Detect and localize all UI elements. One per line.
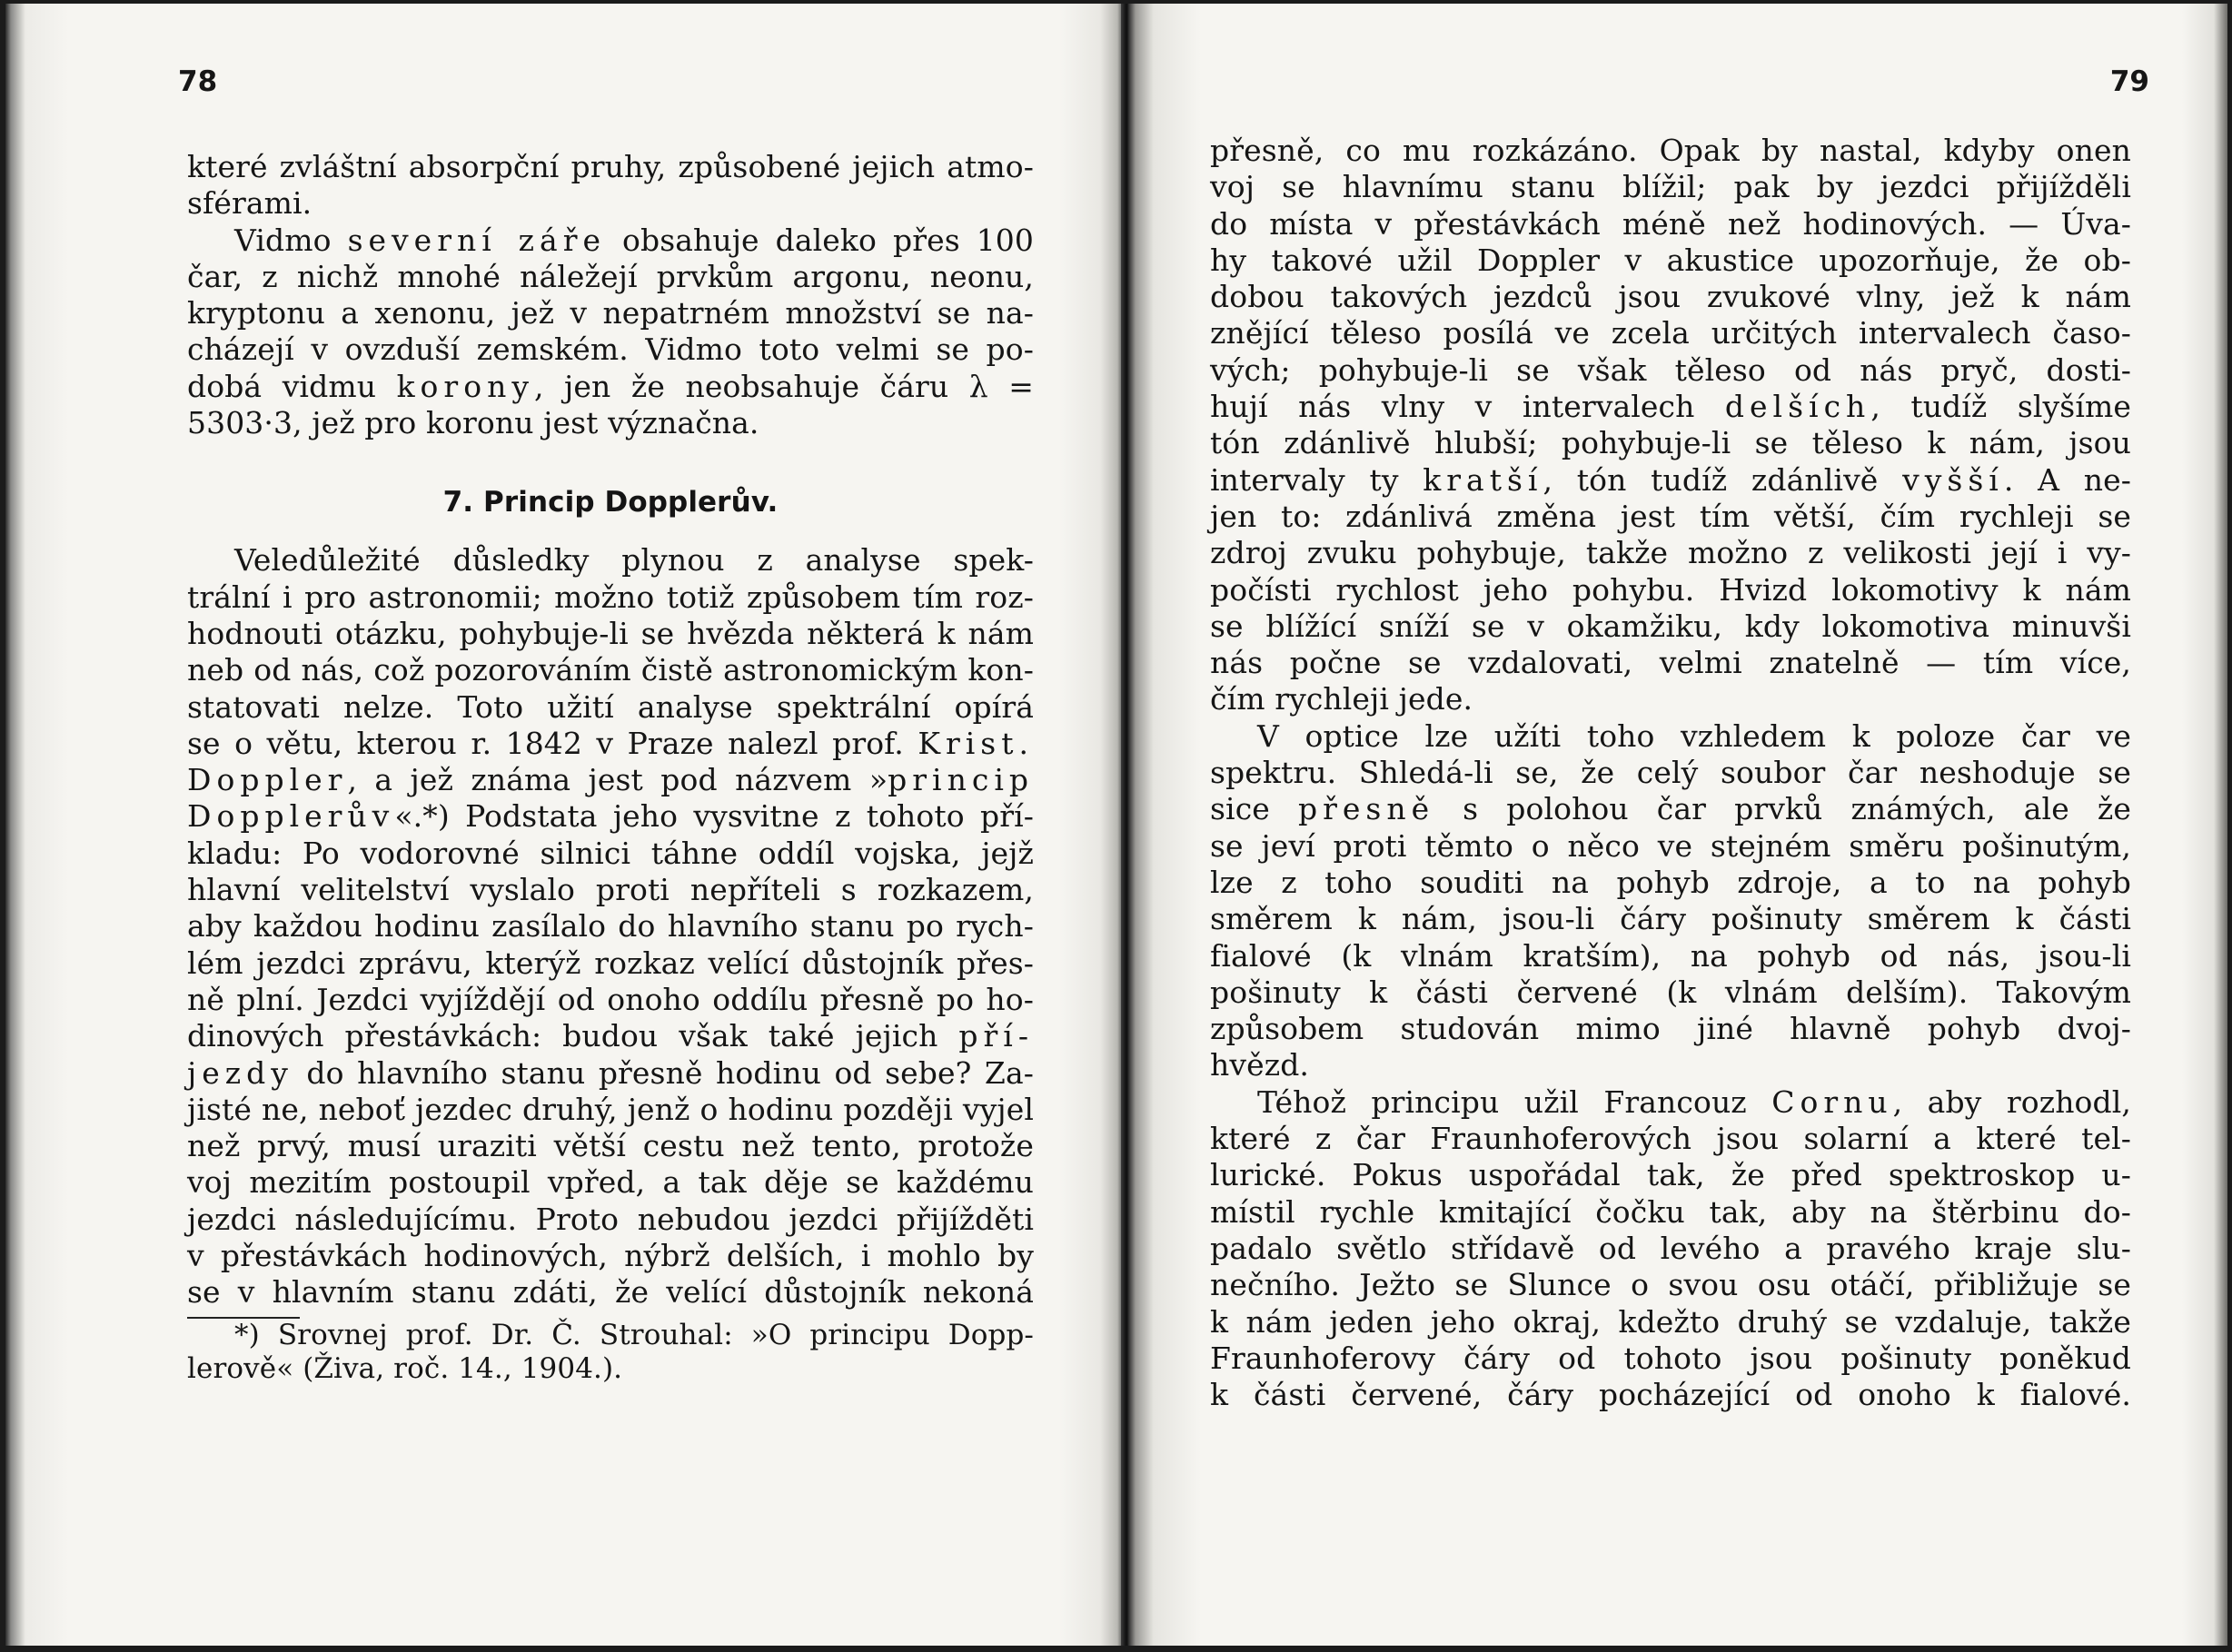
text-line: lurické. Pokus uspořádal tak, že před spektroskop u- [1210, 1157, 2131, 1193]
text-line [187, 798, 1034, 835]
text-line: nečního. Ježto se Slunce o svou osu otáčí, přibližuje se [1210, 1267, 2131, 1303]
text-line: cházejí v ovzduší zemském. Vidmo toto velmi se po- [187, 331, 1034, 368]
text-line [187, 762, 1034, 798]
text-line [1210, 791, 2131, 827]
text-line [187, 223, 1034, 259]
text-line [187, 369, 1034, 405]
text-run: «.*) Podstata jeho vysvitne z tohoto pří- [394, 798, 1034, 835]
text-line: neb od nás, což pozorováním čistě astronomickým kon- [187, 652, 1034, 688]
text-line: lze z toho souditi na pohyb zdroje, a to na pohyb [1210, 864, 2131, 900]
text-run: intervaly ty [1210, 461, 1424, 498]
text-line [1210, 462, 2131, 499]
text-run: dobá vidmu [187, 368, 397, 404]
spaced-term: Cornu [1771, 1083, 1893, 1120]
text-line: místil rychle kmitající čočku tak, aby na štěrbinu do- [1210, 1193, 2131, 1230]
text-line: hy takové užil Doppler v akustice upozorňuje, že ob- [1210, 242, 2131, 278]
text-line: k nám jeden jeho okraj, kdežto druhý se vzdaluje, takže [1210, 1303, 2131, 1340]
text-line: tón zdánlivě hlubší; pohybuje-li se těleso k nám, jsou [1210, 425, 2131, 461]
text-line [187, 726, 1034, 762]
text-line: počísti rychlost jeho pohybu. Hvizd lokomotivy k nám [1210, 571, 2131, 608]
text-line: vých; pohybuje-li se však těleso od nás pryč, dosti- [1210, 351, 2131, 388]
text-line: jen to: zdánlivá změna jest tím větší, čím rychleji se [1210, 498, 2131, 534]
text-run: , aby rozhodl, [1892, 1083, 2131, 1120]
text-line: jisté ne, neboť jezdec druhý, jenž o hodinu později vyjel [187, 1091, 1034, 1127]
text-line: způsobem studován mimo jiné hlavně pohyb dvoj- [1210, 1011, 2131, 1047]
spaced-term: delších [1724, 389, 1871, 425]
text-line: zdroj zvuku pohybuje, takže možno z velikosti její i vy- [1210, 535, 2131, 571]
text-line: čím rychleji jede. [1210, 681, 1473, 717]
page-number-right: 79 [2109, 65, 2149, 98]
text-run: , jen že neobsahuje čáru λ = [533, 368, 1034, 404]
text-run: , a jež známa jest pod názvem » [347, 762, 888, 798]
spaced-term: Krist. [918, 725, 1034, 761]
footnote-line: *) Srovnej prof. Dr. Č. Strouhal: »O principu Dopp- [234, 1318, 1034, 1351]
text-line: které z čar Fraunhoferových jsou solarní a které tel- [1210, 1121, 2131, 1157]
spaced-term: vyšší [1902, 461, 2004, 498]
text-line: statovati nelze. Toto užití analyse spektrální opírá [187, 688, 1034, 725]
text-line: přesně, co mu rozkázáno. Opak by nastal, kdyby onen [1210, 133, 2131, 168]
text-line: sférami. [187, 185, 312, 222]
text-line [187, 1055, 1034, 1092]
spaced-term: severní záře [347, 222, 607, 258]
left-page [5, 4, 1125, 1646]
spaced-term: princip [888, 762, 1034, 798]
spaced-term: Doppler [187, 762, 348, 798]
text-line: pošinuty k části červené (k vlnám delším). Takovým [1210, 974, 2131, 1010]
text-line: Veledůležité důsledky plynou z analyse spek- [234, 542, 1034, 579]
spaced-term: kratší [1423, 461, 1543, 498]
spaced-term: pří- [958, 1018, 1034, 1054]
spaced-term: přesně [1297, 791, 1435, 827]
text-line: kryptonu a xenonu, jež v nepatrném množství se na- [187, 295, 1034, 331]
spaced-term: korony [396, 368, 534, 404]
spaced-term: Dopplerův [187, 798, 395, 835]
text-run: . A ne- [2003, 461, 2132, 498]
book-spread [5, 4, 2227, 1646]
text-line [187, 1018, 1034, 1054]
right-page [1128, 4, 2227, 1646]
text-line: znějící těleso posílá ve zcela určitých intervalech časo- [1210, 315, 2131, 351]
text-run: se o větu, kterou r. 1842 v Praze nalezl prof. [187, 725, 918, 761]
text-run: obsahuje daleko přes 100 [606, 222, 1034, 258]
text-line [1210, 389, 2131, 425]
text-line: hodnouti otázku, pohybuje-li se hvězda některá k nám [187, 615, 1034, 651]
text-line: které zvláštní absorpční pruhy, způsobené jejich atmo- [187, 149, 1034, 184]
text-line: než prvý, musí uraziti větší cestu než tento, protože [187, 1128, 1034, 1164]
text-run: Vidmo [234, 222, 348, 258]
text-line: v přestávkách hodinových, nýbrž delších, i mohlo by [187, 1238, 1034, 1274]
text-run: , tudíž slyšíme [1870, 389, 2131, 425]
page-number-left: 78 [178, 65, 218, 98]
text-line: do místa v přestávkách méně než hodinových. — Úva- [1210, 205, 2131, 242]
right-page-text [1210, 133, 2131, 1413]
footnote [187, 1319, 1034, 1386]
section-heading: 7. Princip Dopplerův. [442, 486, 779, 519]
text-line: se jeví proti těmto o něco ve stejném směru pošinutým, [1210, 827, 2131, 864]
text-line: spektru. Shledá-li se, že celý soubor čar neshoduje se [1210, 755, 2131, 791]
text-line: lém jezdci zprávu, kterýž rozkaz velící důstojník přes- [187, 945, 1034, 981]
text-run: dinových přestávkách: budou však také jejich [187, 1018, 959, 1054]
text-run: , tón tudíž zdánlivě [1543, 461, 1903, 498]
text-line: dobou takových jezdců jsou zvukové vlny, jež k nám [1210, 279, 2131, 315]
text-line: hvězd. [1210, 1047, 1310, 1083]
text-line: hlavní velitelství vyslalo proti nepříteli s rozkazem, [187, 872, 1034, 908]
text-line: padalo světlo střídavě od levého a pravého kraje slu- [1210, 1230, 2131, 1266]
text-run: sice [1210, 791, 1298, 827]
text-run: do hlavního stanu přesně hodinu od sebe? Za- [293, 1054, 1034, 1091]
footnote-line: lerově« (Živa, roč. 14., 1904.). [187, 1351, 623, 1385]
text-line: kladu: Po vodorovné silnici táhne oddíl vojska, jejž [187, 835, 1034, 871]
text-line: voj mezitím postoupil vpřed, a tak děje se každému [187, 1164, 1034, 1201]
text-line: aby každou hodinu zasílalo do hlavního stanu po rych- [187, 908, 1034, 945]
text-line: Fraunhoferovy čáry od tohoto jsou pošinuty poněkud [1210, 1340, 2131, 1376]
text-line: směrem k nám, jsou-li čáry pošinuty směrem k části [1210, 901, 2131, 937]
text-line: trální i pro astronomii; možno totiž způsobem tím roz- [187, 579, 1034, 615]
text-run: hují nás vlny v intervalech [1210, 389, 1725, 425]
text-line: nás počne se vzdalovati, velmi znatelně — tím více, [1210, 645, 2131, 681]
text-line: V optice lze užíti toho vzhledem k poloze čar ve [1257, 717, 2131, 754]
text-run: s polohou čar prvků známých, ale že [1434, 791, 2132, 827]
text-line: jezdci následujícímu. Proto nebudou jezdci přijížděti [187, 1201, 1034, 1237]
text-line: voj se hlavnímu stanu blížil; pak by jezdci přijížděli [1210, 169, 2131, 205]
text-line [1210, 1084, 2131, 1121]
text-run: Téhož principu užil Francouz [1257, 1083, 1772, 1120]
text-line: fialové (k vlnám kratším), na pohyb od nás, jsou-li [1210, 937, 2131, 974]
text-line: čar, z nichž mnohé náležejí prvkům argonu, neonu, [187, 258, 1034, 294]
spaced-term: jezdy [187, 1054, 293, 1091]
text-line: se blížící sníží se v okamžiku, kdy lokomotiva minuvši [1210, 608, 2131, 644]
text-line: k části červené, čáry pocházející od onoho k fialové. [1210, 1377, 2131, 1413]
left-page-text [187, 149, 1034, 1386]
text-line: ně plní. Jezdci vyjíždějí od onoho oddílu přesně po ho- [187, 981, 1034, 1017]
text-line: se v hlavním stanu zdáti, že velící důstojník nekoná [187, 1274, 1034, 1311]
text-line: 5303·3, jež pro koronu jest význačna. [187, 405, 759, 441]
